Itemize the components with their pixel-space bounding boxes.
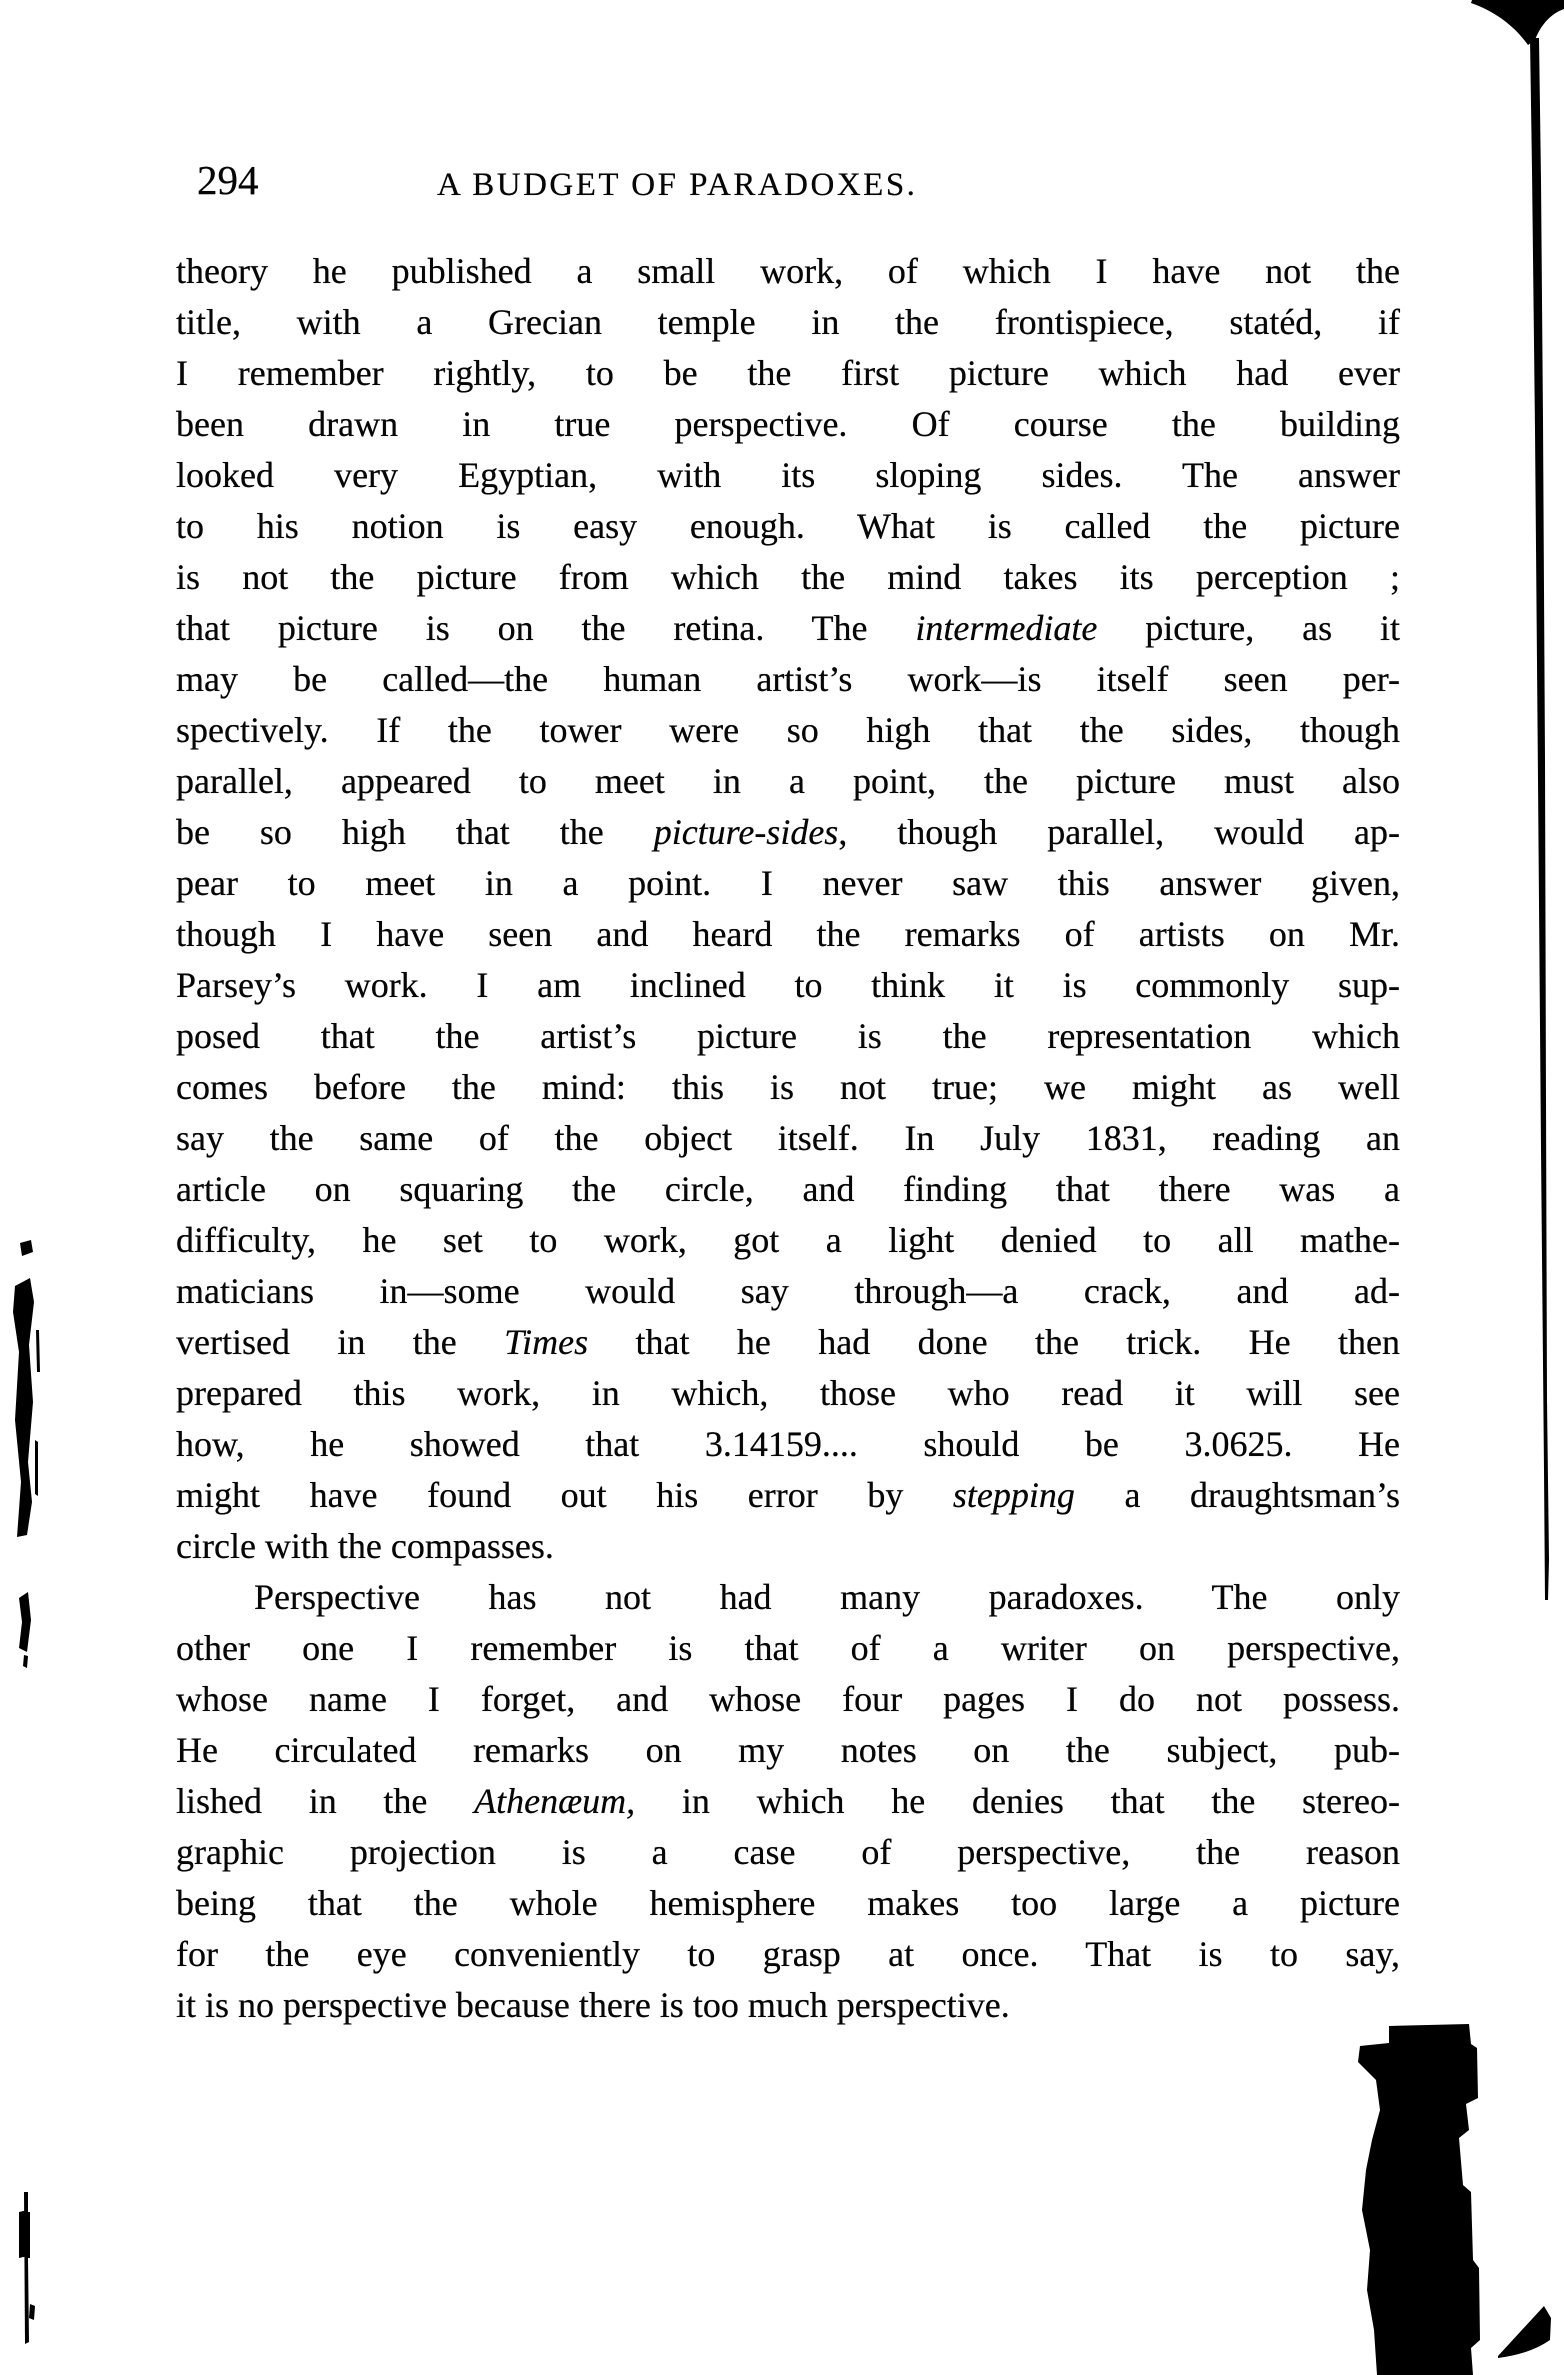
- text-segment: say the same of the object itself. In July 1831, reading an: [176, 1118, 1400, 1158]
- text-segment: it is no perspective because there is too much perspective.: [176, 1985, 1010, 2025]
- text-segment: be so high that the: [176, 812, 654, 852]
- text-segment: been drawn in true perspective. Of course the building: [176, 404, 1400, 444]
- text-line: [176, 858, 1400, 909]
- text-segment: might have found out his error by: [176, 1475, 953, 1515]
- text-segment: whose name I forget, and whose four pages I do not possess.: [176, 1679, 1400, 1719]
- text-line: [176, 450, 1400, 501]
- text-segment: for the eye conveniently to grasp at once. That is to say,: [176, 1934, 1400, 1974]
- text-line: [176, 1623, 1400, 1674]
- text-line: [176, 1980, 1400, 2031]
- text-line: [176, 1878, 1400, 1929]
- text-line: [176, 960, 1400, 1011]
- text-segment: being that the whole hemisphere makes too large a picture: [176, 1883, 1400, 1923]
- text-segment: picture, as it: [1097, 608, 1400, 648]
- text-segment: title, with a Grecian temple in the frontispiece, statéd, if: [176, 302, 1400, 342]
- text-line: [176, 1776, 1400, 1827]
- text-segment: posed that the artist’s picture is the representation which: [176, 1016, 1400, 1056]
- text-segment: in which he denies that the stereo-: [635, 1781, 1400, 1821]
- left-edge-ink-smudge-icon: [20, 1240, 40, 1496]
- italic-text: picture-sides: [653, 812, 839, 852]
- text-segment: to his notion is easy enough. What is called the picture: [176, 506, 1400, 546]
- text-segment: difficulty, he set to work, got a light denied to all mathe-: [176, 1220, 1400, 1260]
- left-edge-scan-line-bottom-icon: [24, 2192, 30, 2344]
- text-line: [176, 1164, 1400, 1215]
- text-segment: though I have seen and heard the remarks of artists on Mr.: [176, 914, 1400, 954]
- running-head: A BUDGET OF PARADOXES.: [437, 167, 918, 203]
- text-line: [176, 1266, 1400, 1317]
- text-segment: , though parallel, would ap-: [838, 812, 1400, 852]
- text-block: [176, 246, 1400, 2031]
- text-segment: He circulated remarks on my notes on the subject, pub-: [176, 1730, 1400, 1770]
- text-line: [176, 1368, 1400, 1419]
- left-edge-ink-smudge-icon: [13, 1278, 34, 1537]
- text-line: [176, 1011, 1400, 1062]
- text-line: [176, 552, 1400, 603]
- text-segment: Parsey’s work. I am inclined to think it is commonly sup-: [176, 965, 1400, 1005]
- text-line: [176, 1827, 1400, 1878]
- text-segment: a draughtsman’s: [1074, 1475, 1400, 1515]
- bottom-right-ink-blot-icon: [1358, 2024, 1480, 2375]
- left-edge-ink-spot-icon: [19, 1592, 31, 1668]
- text-segment: lished in the: [176, 1781, 475, 1821]
- text-segment: theory he published a small work, of which I have not the: [176, 251, 1400, 291]
- paragraph: [176, 246, 1400, 1572]
- text-segment: vertised in the: [176, 1322, 505, 1362]
- text-segment: article on squaring the circle, and finding that there was a: [176, 1169, 1400, 1209]
- page-number: 294: [197, 157, 259, 203]
- text-segment: I remember rightly, to be the first picture which had ever: [176, 353, 1400, 393]
- text-segment: circle with the compasses.: [176, 1526, 554, 1566]
- text-line: [176, 1215, 1400, 1266]
- text-line: [176, 246, 1400, 297]
- text-segment: prepared this work, in which, those who read it will see: [176, 1373, 1400, 1413]
- text-segment: graphic projection is a case of perspective, the reason: [176, 1832, 1400, 1872]
- text-segment: pear to meet in a point. I never saw this answer given,: [176, 863, 1400, 903]
- text-line: [176, 348, 1400, 399]
- bottom-right-ink-wedge-icon: [1498, 2306, 1551, 2358]
- text-line: [176, 1674, 1400, 1725]
- text-segment: spectively. If the tower were so high that the sides, though: [176, 710, 1400, 750]
- text-segment: Perspective has not had many paradoxes. The only: [254, 1577, 1400, 1617]
- text-line: [176, 603, 1400, 654]
- text-segment: is not the picture from which the mind takes its perception ;: [176, 557, 1400, 597]
- text-line: [176, 705, 1400, 756]
- left-edge-scan-line-bottom-icon: [19, 2210, 35, 2320]
- text-line: [176, 1470, 1400, 1521]
- text-segment: may be called—the human artist’s work—is itself seen per-: [176, 659, 1400, 699]
- right-edge-scan-line-icon: [1530, 38, 1549, 1600]
- text-line: [176, 1572, 1400, 1623]
- text-line: [176, 501, 1400, 552]
- text-line: [176, 297, 1400, 348]
- italic-text: Athenæum,: [474, 1781, 636, 1821]
- text-segment: how, he showed that 3.14159.... should be 3.0625. He: [176, 1424, 1400, 1464]
- text-segment: that picture is on the retina. The: [176, 608, 916, 648]
- italic-text: Times: [504, 1322, 589, 1362]
- italic-text: intermediate: [915, 608, 1098, 648]
- text-line: [176, 1725, 1400, 1776]
- text-segment: that he had done the trick. He then: [588, 1322, 1400, 1362]
- text-line: [176, 1062, 1400, 1113]
- text-line: [176, 807, 1400, 858]
- text-line: [176, 654, 1400, 705]
- paragraph: [176, 1572, 1400, 2031]
- text-line: [176, 1521, 1400, 1572]
- text-segment: other one I remember is that of a writer on perspective,: [176, 1628, 1400, 1668]
- text-line: [176, 1317, 1400, 1368]
- text-line: [176, 1419, 1400, 1470]
- text-segment: comes before the mind: this is not true; we might as well: [176, 1067, 1400, 1107]
- text-line: [176, 756, 1400, 807]
- text-segment: looked very Egyptian, with its sloping sides. The answer: [176, 455, 1400, 495]
- text-segment: parallel, appeared to meet in a point, the picture must also: [176, 761, 1400, 801]
- text-segment: maticians in—some would say through—a crack, and ad-: [176, 1271, 1400, 1311]
- text-line: [176, 909, 1400, 960]
- text-line: [176, 399, 1400, 450]
- text-line: [176, 1113, 1400, 1164]
- text-line: [176, 1929, 1400, 1980]
- corner-fold-top-right-icon: [1471, 0, 1564, 45]
- italic-text: stepping: [952, 1475, 1075, 1515]
